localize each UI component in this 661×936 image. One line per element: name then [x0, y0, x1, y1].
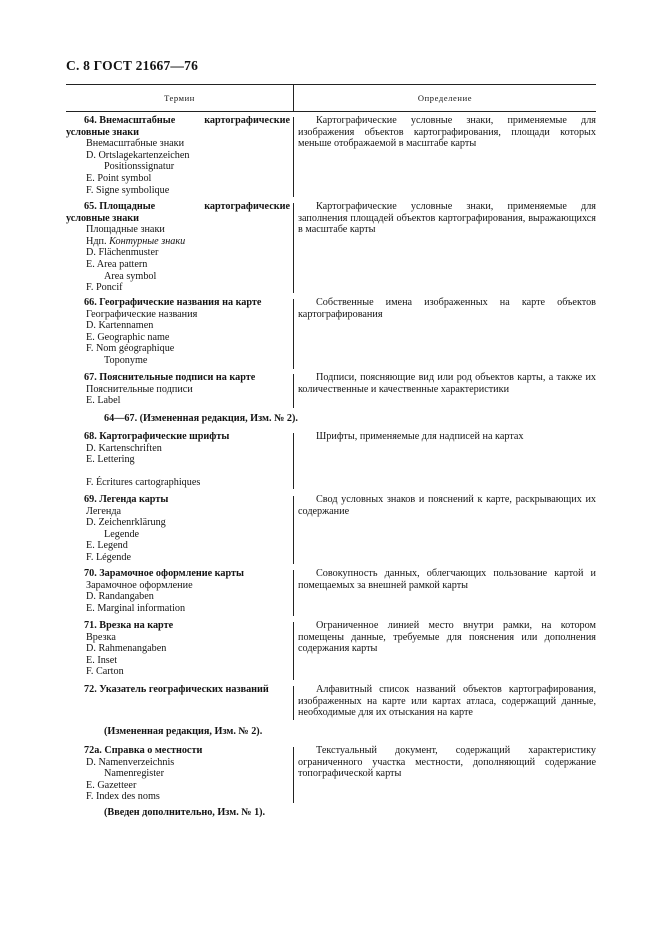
term-french: F. Écritures cartographiques: [86, 477, 201, 489]
term-german: D. Kartenschriften: [86, 442, 162, 454]
term-french: F. Signe symbolique: [86, 184, 170, 196]
term-german: D. Flächenmuster: [86, 247, 159, 259]
definition-cell: Ограниченное линией место внутри рамки, на котором помещены данные, требуемые для пояснения или дополнения содержания карты: [298, 620, 596, 655]
term-title-text: Географические названия на карте: [99, 297, 262, 308]
term-title-text: Справка о местности: [104, 745, 203, 756]
term-number: 70.: [84, 568, 97, 579]
term-cell: [66, 431, 290, 489]
term-french-alt: Toponyme: [104, 354, 148, 366]
term-title-part: картографические: [204, 201, 290, 212]
term-title-text: Зарамочное оформление карты: [99, 568, 244, 579]
term-french: F. Nom géographique: [86, 343, 175, 355]
definition-cell: Картографические условные знаки, применяемые для заполнения площадей объектов картографирования, выражающихся в масштабе карты: [298, 201, 596, 236]
term-french: F. Carton: [86, 666, 124, 678]
definition-cell: Шрифты, применяемые для надписей на картах: [316, 431, 524, 442]
column-divider: [293, 203, 294, 293]
term-french: F. Légende: [86, 551, 132, 563]
term-number: 72.: [84, 684, 97, 695]
term-english: E. Gazetteer: [86, 779, 137, 791]
term-title: [66, 568, 290, 580]
term-english-alt: Area symbol: [104, 270, 157, 282]
term-english: E. Lettering: [86, 454, 135, 466]
term-title: [66, 684, 290, 696]
column-header-term: Термин: [164, 93, 195, 103]
table-header-rule: [66, 111, 596, 112]
term-title: [66, 201, 290, 213]
term-number: 69.: [84, 494, 97, 505]
term-german-alt: Legende: [104, 528, 140, 540]
page-header: С. 8 ГОСТ 21667—76: [66, 58, 199, 73]
term-german: D. Kartennamen: [86, 320, 154, 332]
term-title: [66, 745, 290, 757]
term-number: 66.: [84, 297, 97, 308]
term-title-continued: условные знаки: [66, 212, 140, 224]
term-title-text: Врезка на карте: [99, 620, 174, 631]
table-top-rule: [66, 84, 596, 85]
term-title-part: картографические: [204, 115, 290, 126]
amendment-note: (Введен дополнительно, Изм. № 1).: [104, 807, 266, 818]
definition-cell: Картографические условные знаки, применяемые для изображения объектов картографирования, площади которых меньше отображаемой в масштабе карты: [298, 115, 596, 150]
term-title-text: Картографические шрифты: [99, 431, 230, 442]
term-synonym: Пояснительные подписи: [86, 383, 193, 395]
definition-cell: Совокупность данных, облегчающих пользование картой и помещаемых за внешней рамкой карты: [298, 568, 596, 591]
term-title: [66, 297, 290, 309]
amendment-note: 64—67. (Измененная редакция, Изм. № 2).: [104, 413, 298, 424]
term-title: [66, 494, 290, 506]
term-title: [66, 372, 290, 384]
term-number: 68.: [84, 431, 97, 442]
term-title-part: Площадные: [99, 201, 156, 212]
term-cell: [66, 620, 290, 678]
term-number: 65.: [84, 201, 97, 212]
spacer: [66, 466, 290, 478]
term-synonym: Внемасштабные знаки: [86, 138, 185, 150]
definition-cell: Подписи, поясняющие вид или род объектов карты, а также их количественные и качественные характеристики: [298, 372, 596, 395]
column-divider: [293, 374, 294, 408]
term-english: E. Geographic name: [86, 331, 170, 343]
definition-cell: Алфавитный список названий объектов картографирования, изображенных на карте или картах атласа, содержащий данные, необходимые для их отыскания на карте: [298, 684, 596, 719]
deprecated-term: Контурные знаки: [109, 235, 186, 247]
deprecated-label: Ндп.: [86, 235, 107, 247]
term-english: E. Point symbol: [86, 172, 152, 184]
term-german-alt: Namenregister: [104, 768, 164, 780]
term-german: D. Randangaben: [86, 591, 154, 603]
term-title-text: Указатель географических названий: [99, 684, 269, 695]
term-german: D. Namenverzeichnis: [86, 756, 175, 768]
term-cell: [66, 372, 290, 407]
amendment-note: (Измененная редакция, Изм. № 2).: [104, 726, 263, 737]
term-title: [66, 115, 290, 127]
column-divider: [293, 686, 294, 720]
column-divider: [293, 117, 294, 197]
term-french: F. Index des noms: [86, 791, 160, 803]
term-title-part: Внемасштабные: [99, 115, 176, 126]
term-english: E. Legend: [86, 540, 128, 552]
term-english: E. Label: [86, 395, 121, 407]
term-cell: [66, 201, 290, 294]
term-number: 67.: [84, 372, 97, 383]
term-german-alt: Positionssignatur: [104, 161, 175, 173]
term-german: D. Ortslagekartenzeichen: [86, 149, 190, 161]
term-title: [66, 620, 290, 632]
term-cell: [66, 568, 290, 614]
column-divider: [293, 433, 294, 489]
term-english: E. Area pattern: [86, 258, 148, 270]
term-english: E. Inset: [86, 654, 118, 666]
term-synonym: Площадные знаки: [86, 224, 165, 236]
definition-cell: Свод условных знаков и пояснений к карте, раскрывающих их содержание: [298, 494, 596, 517]
term-cell: [66, 494, 290, 564]
term-title-continued: условные знаки: [66, 126, 140, 138]
term-number: 71.: [84, 620, 97, 631]
term-synonym: Легенда: [86, 505, 122, 517]
definition-cell: Собственные имена изображенных на карте объектов картографирования: [298, 297, 596, 320]
term-number: 72а.: [84, 745, 102, 756]
term-deprecated: [66, 236, 290, 248]
term-title: [66, 431, 290, 443]
term-title-text: Легенда карты: [99, 494, 169, 505]
term-english: E. Marginal information: [86, 602, 186, 614]
term-cell: [66, 684, 290, 696]
term-cell: [66, 297, 290, 367]
column-divider: [293, 496, 294, 564]
definition-cell: Текстуальный документ, содержащий характеристику ограниченного участка местности, дополняющий содержание топографической карты: [298, 745, 596, 780]
term-number: 64.: [84, 115, 97, 126]
column-divider: [293, 299, 294, 369]
term-synonym: Географические названия: [86, 308, 198, 320]
column-divider: [293, 747, 294, 803]
column-divider: [293, 570, 294, 616]
term-cell: [66, 745, 290, 803]
term-german: D. Rahmenangaben: [86, 643, 167, 655]
term-cell: [66, 115, 290, 196]
term-french: F. Poncif: [86, 282, 123, 294]
column-header-definition: Определение: [417, 93, 473, 103]
term-title-text: Пояснительные подписи на карте: [99, 372, 256, 383]
column-divider: [293, 622, 294, 680]
term-german: D. Zeichenrklärung: [86, 517, 166, 529]
term-synonym: Зарамочное оформление: [86, 579, 193, 591]
term-synonym: Врезка: [86, 631, 116, 643]
